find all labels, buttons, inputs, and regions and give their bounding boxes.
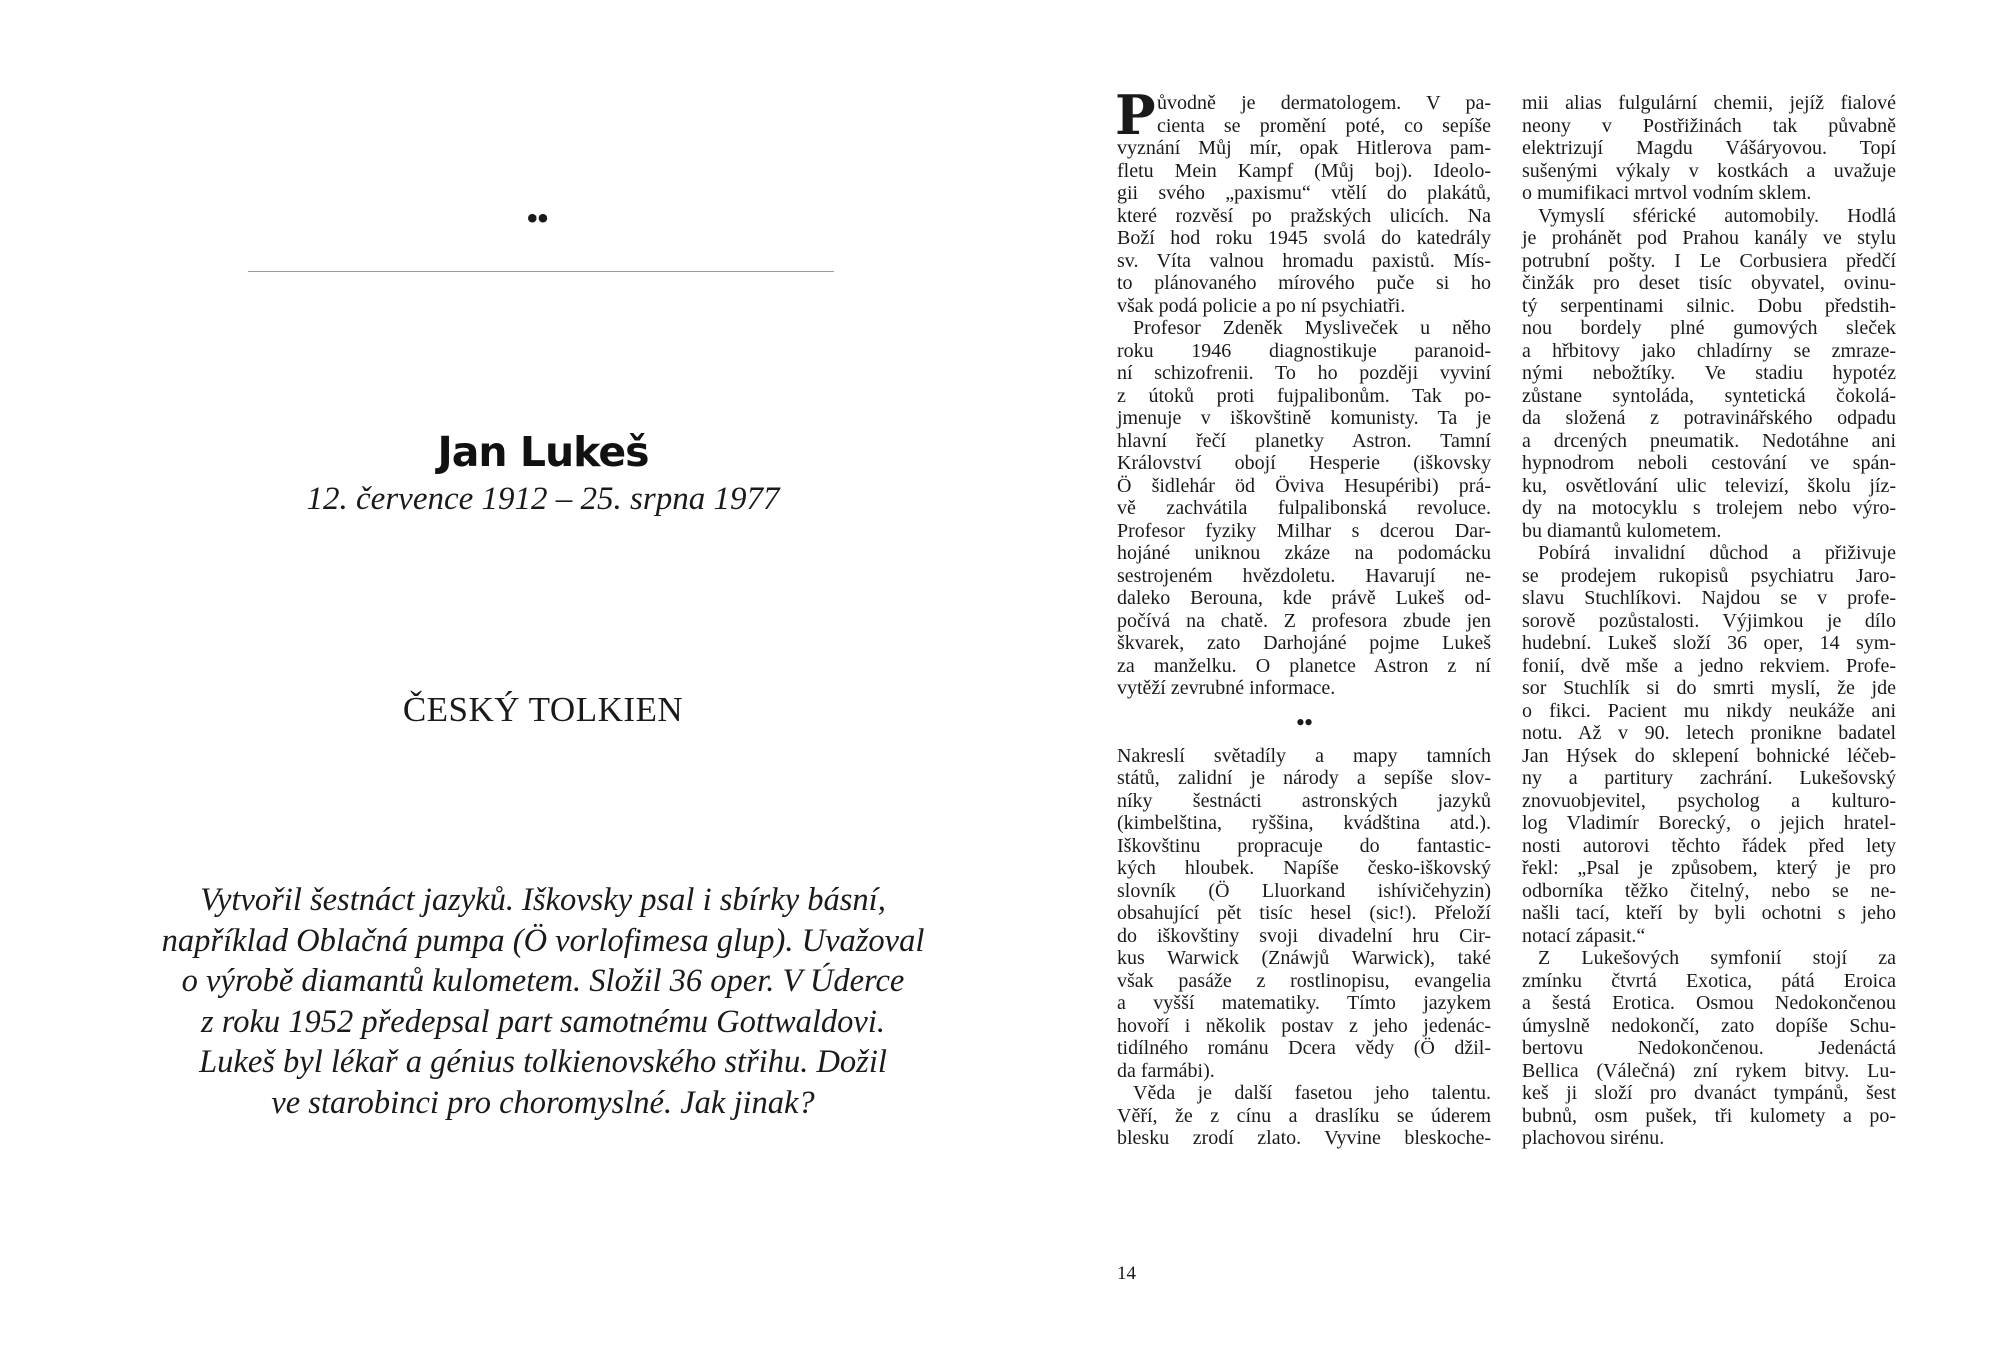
text-line: notu. Až v 90. letech pronikne badatel: [1522, 722, 1896, 744]
text-line: států, zalidní je národy a sepíše slov-: [1117, 767, 1491, 789]
text-line: hlavní řečí planetky Astron. Tamní: [1117, 429, 1491, 452]
text-line: nou bordely plné gumových sleček: [1522, 317, 1896, 339]
intro-line: Lukeš byl lékař a génius tolkienovského střihu. Dožil: [199, 1044, 887, 1080]
text-line: roku 1946 diagnostikuje paranoid-: [1117, 339, 1491, 362]
text-line: sor Stuchlík si do smrti myslí, že jde: [1522, 677, 1896, 699]
text-line: počívá na chatě. Z profesora zbude jen: [1117, 609, 1491, 632]
text-line: tý serpentinami silnic. Dobu předstih-: [1522, 294, 1896, 317]
text-line: fonií, dvě mše a jedno rekviem. Profe-: [1522, 654, 1896, 677]
text-line: Profesor fyziky Milhar s dcerou Dar-: [1117, 519, 1491, 542]
text-line: mii alias fulgulární chemii, jejíž fialové: [1522, 92, 1896, 114]
author-name: Jan Lukeš: [437, 428, 649, 476]
text-line: a vyšší matematiky. Tímto jazykem: [1117, 992, 1491, 1014]
text-line: Iškovštinu propracuje do fantastic-: [1117, 834, 1491, 857]
text-line: slavu Stuchlíkovi. Najdou se v profe-: [1522, 587, 1896, 609]
text-line: Z Lukešových symfonií stojí za: [1538, 947, 1896, 969]
text-line: vyznání Můj mír, opak Hitlerova pam-: [1117, 137, 1491, 159]
text-line: sorově pozůstalosti. Výjimkou je dílo: [1522, 609, 1896, 632]
text-line: kých hloubek. Napíše česko-iškovský: [1117, 857, 1491, 879]
text-line: úmyslně nedokončí, zato dopíše Schu-: [1522, 1014, 1896, 1037]
text-line: nosti autorovi těchto řádek před lety: [1522, 834, 1896, 857]
text-column-2: [1522, 92, 1896, 1150]
text-line: slovník (Ö Lluorkand ishívičehyzin): [1117, 879, 1491, 902]
text-line: cienta se promění poté, co sepíše: [1157, 114, 1491, 137]
text-line: obsahující pět tisíc hesel (sic!). Přeloží: [1117, 902, 1491, 924]
text-line: dy na motocyklu s trolejem nebo výro-: [1522, 497, 1896, 519]
text-line: sušenými výkaly v kostkách a uvažuje: [1522, 159, 1896, 182]
text-line: nými nebožtíky. Ve stadiu hypotéz: [1522, 362, 1896, 384]
text-line: znovuobjevitel, psycholog a kulturo-: [1522, 789, 1896, 812]
text-line: Jan Hýsek do sklepení bohnické léčeb-: [1522, 744, 1896, 767]
text-line: sv. Víta valnou hromadu paxistů. Mís-: [1117, 249, 1491, 272]
text-line: Pobírá invalidní důchod a přiživuje: [1538, 542, 1896, 564]
text-line: vě zachvátila fulpalibonská revoluce.: [1117, 497, 1491, 519]
ornament-dots: ••: [1295, 707, 1313, 737]
intro-line: Vytvořil šestnáct jazyků. Iškovsky psal i sbírky básní,: [200, 882, 886, 918]
text-line: kus Warwick (Znáwjů Warwick), také: [1117, 947, 1491, 969]
text-line: našli tací, kteří by byli ochotni s jeho: [1522, 902, 1896, 924]
intro-line: ve starobinci pro choromyslné. Jak jinak?: [271, 1084, 815, 1121]
text-line: a šestá Erotica. Osmou Nedokončenou: [1522, 992, 1896, 1014]
text-line: činžák pro deset tisíc obyvatel, ovinu-: [1522, 272, 1896, 294]
text-line: ku, osvětlování ulic televizí, školu jíz-: [1522, 474, 1896, 497]
text-line: plachovou sirénu.: [1522, 1127, 1665, 1149]
text-line: ůvodně je dermatologem. V pa-: [1157, 92, 1491, 114]
text-line: zůstane syntoláda, syntetická čokolá-: [1522, 384, 1896, 407]
text-line: Věří, že z cínu a draslíku se úderem: [1117, 1104, 1491, 1127]
ornament-dots: ••: [526, 198, 548, 238]
text-line: potrubní pošty. I Le Corbusiera předčí: [1522, 249, 1896, 272]
text-line: řekl: „Psal je způsobem, který je pro: [1522, 857, 1896, 879]
text-line: odborníka těžko čitelný, nebo se ne-: [1522, 879, 1896, 902]
text-line: níky šestnácti astronských jazyků: [1117, 789, 1491, 812]
chapter-title: ČESKÝ TOLKIEN: [402, 690, 684, 729]
text-line: elektrizují Magdu Vášáryovou. Topí: [1522, 137, 1896, 159]
text-line: blesku zrodí zlato. Vyvine bleskoche-: [1117, 1127, 1491, 1149]
text-line: a hřbitovy jako chladírny se zmraze-: [1522, 339, 1896, 362]
text-line: Boží hod roku 1945 svolá do katedrály: [1117, 227, 1491, 249]
text-line: tidílného románu Dcera vědy (Ö džil-: [1117, 1037, 1491, 1059]
text-line: Profesor Zdeněk Mysliveček u něho: [1133, 317, 1491, 339]
text-line: a drcených pneumatik. Nedotáhne ani: [1522, 429, 1896, 452]
text-line: o fikci. Pacient mu nikdy neukáže ani: [1522, 699, 1896, 722]
drop-cap: P: [1115, 83, 1156, 147]
page-number: 14: [1117, 1263, 1136, 1284]
text-line: však pasáže z rostlinopisu, evangelia: [1117, 969, 1491, 992]
text-line: je prohánět pod Prahou kanály ve stylu: [1522, 227, 1896, 249]
text-line: Vymyslí sférické automobily. Hodlá: [1538, 204, 1896, 227]
text-line: jmenuje v iškovštině komunisty. Ta je: [1117, 407, 1491, 429]
text-line: to plánovaného mírového puče si ho: [1117, 272, 1491, 294]
text-line: Bellica (Válečná) zní rykem bitvy. Lu-: [1522, 1059, 1896, 1082]
text-line: bubnů, osm pušek, tři kulomety a po-: [1522, 1104, 1896, 1127]
horizontal-rule: [248, 271, 834, 272]
text-line: škvarek, zato Darhojáné pojme Lukeš: [1117, 632, 1491, 654]
text-line: o mumifikaci mrtvol vodním sklem.: [1522, 182, 1812, 204]
text-line: hypnodrom neboli cestování ve spán-: [1522, 452, 1896, 474]
text-line: Království obojí Hesperie (iškovsky: [1117, 452, 1491, 474]
text-line: Nakreslí světadíly a mapy tamních: [1117, 744, 1491, 767]
text-line: vytěží zevrubné informace.: [1117, 677, 1336, 699]
text-line: hudební. Lukeš složí 36 oper, 14 sym-: [1522, 632, 1896, 654]
text-line: da složená z potravinářského odpadu: [1522, 407, 1896, 429]
intro-line: například Oblačná pumpa (Ö vorlofimesa glup). Uvažoval: [161, 922, 925, 959]
text-line: notací zápasit.“: [1522, 924, 1646, 947]
text-line: da farmábi).: [1117, 1059, 1215, 1082]
intro-line: z roku 1952 předepsal part samotnému Gottwaldovi.: [201, 1003, 885, 1040]
text-line: však podá policie a po ní psychiatři.: [1117, 294, 1406, 317]
text-line: ny a partitury zachrání. Lukešovský: [1522, 767, 1896, 789]
text-line: Ö šidlehár öd Öviva Hesupéribi) prá-: [1117, 474, 1491, 497]
text-line: log Vladimír Borecký, o jejich hratel-: [1522, 812, 1896, 834]
text-line: hovoří i několik postav z jeho jedenác-: [1117, 1014, 1491, 1037]
text-line: sestrojeném hvězdoletu. Havarují ne-: [1117, 564, 1491, 587]
author-dates: 12. července 1912 – 25. srpna 1977: [306, 481, 780, 517]
intro-paragraph: [140, 880, 946, 1123]
text-line: bertovu Nedokončenou. Jedenáctá: [1522, 1037, 1896, 1059]
text-line: gii svého „paxismu“ vtělí do plakátů,: [1117, 182, 1491, 204]
intro-line: o výrobě diamantů kulometem. Složil 36 oper. V Úderce: [181, 963, 905, 999]
text-line: keš ji složí pro dvanáct tympánů, šest: [1522, 1082, 1896, 1104]
text-column-1: [1115, 83, 1491, 1150]
text-line: Věda je další fasetou jeho talentu.: [1133, 1082, 1491, 1104]
text-line: (kimbelština, ryššina, kvádština atd.).: [1117, 812, 1491, 834]
text-line: se prodejem rukopisů psychiatru Jaro-: [1522, 564, 1896, 587]
text-line: do iškovštiny svoji divadelní hru Cir-: [1117, 924, 1491, 947]
text-line: které rozvěsí po pražských ulicích. Na: [1117, 204, 1491, 227]
text-line: za manželku. O planetce Astron z ní: [1117, 654, 1491, 677]
text-line: neony v Postřižinách tak půvabně: [1522, 114, 1896, 137]
text-line: hojáné uniknou zkáze na podomácku: [1117, 542, 1491, 564]
text-line: zmínku čtvrtá Exotica, pátá Eroica: [1522, 969, 1896, 992]
text-line: ní schizofrenii. To ho později vyviní: [1117, 362, 1491, 384]
text-line: z útoků proti fujpalibonům. Tak po-: [1117, 384, 1491, 407]
text-line: bu diamantů kulometem.: [1522, 519, 1722, 542]
text-line: daleko Berouna, kde právě Lukeš od-: [1117, 587, 1491, 609]
text-line: fletu Mein Kampf (Můj boj). Ideolo-: [1117, 159, 1491, 182]
